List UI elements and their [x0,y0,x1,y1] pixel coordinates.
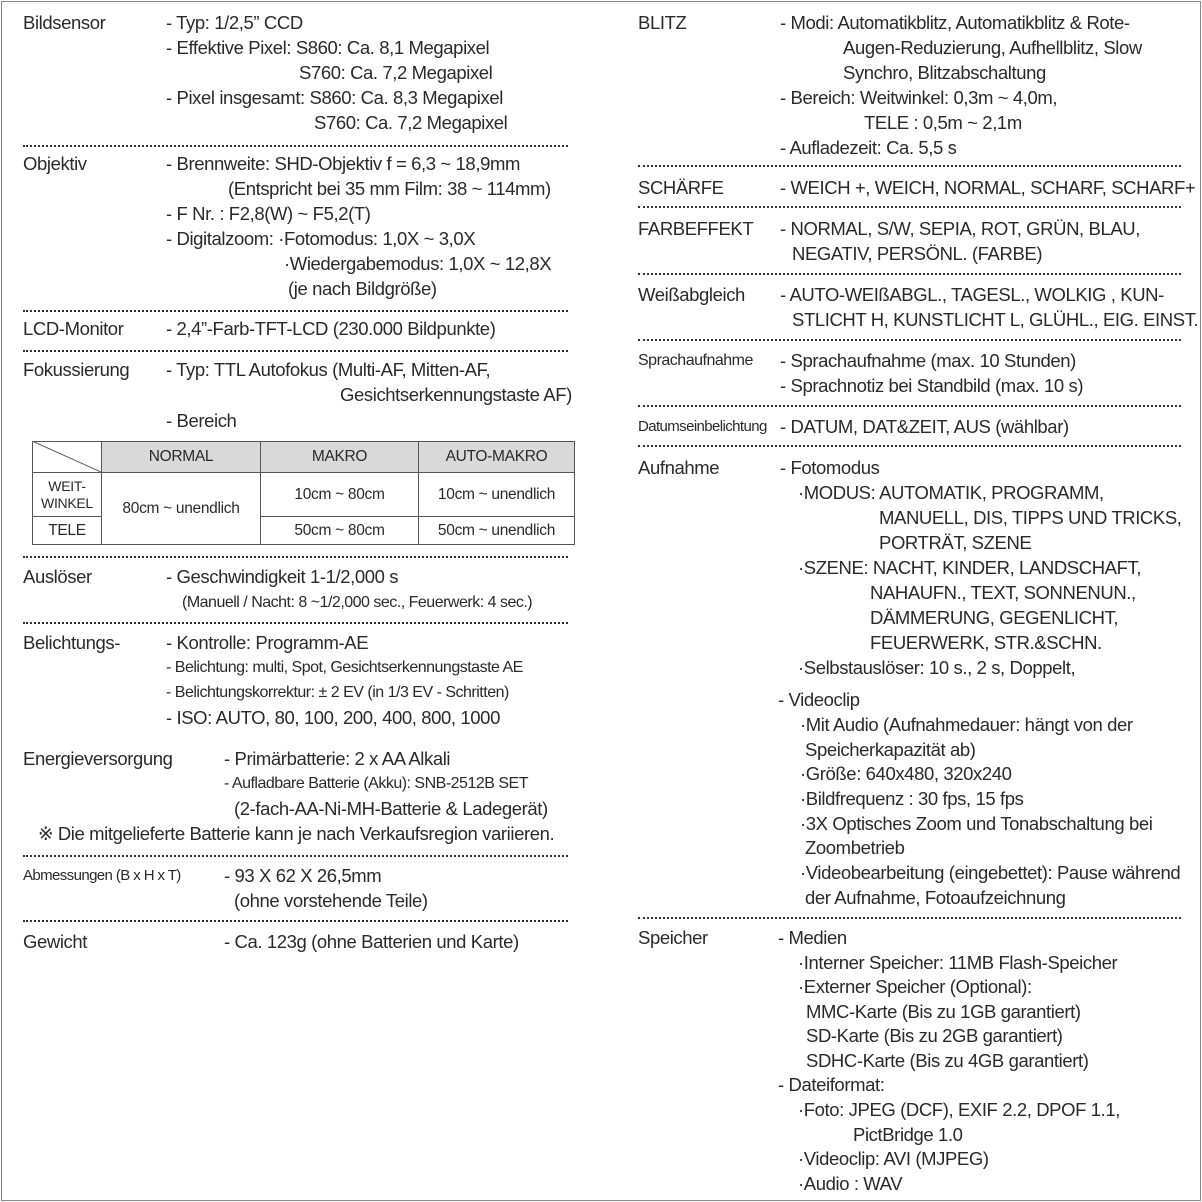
spec-line: SD-Karte (Bis zu 2GB garantiert) [806,1025,1063,1046]
spec-line: MMC-Karte (Bis zu 1GB garantiert) [806,1001,1081,1022]
spec-line: STLICHT H, KUNSTLICHT L, GLÜHL., EIG. EINST. [792,309,1199,330]
section-label-abmessungen: Abmessungen (B x H x T) [23,867,181,884]
spec-line: - Sprachaufnahme (max. 10 Stunden) [780,350,1076,371]
spec-line: ·Wiedergabemodus: 1,0X ~ 12,8X [284,253,552,274]
section-label-objektiv: Objektiv [23,153,87,174]
spec-line: - Fotomodus [780,457,880,478]
spec-line: (Manuell / Nacht: 8 ~1/2,000 sec., Feuerwerk: 4 sec.) [182,594,533,611]
spec-line: - NORMAL, S/W, SEPIA, ROT, GRÜN, BLAU, [780,218,1141,239]
section-label-datumseinbelichtung: Datumseinbelichtung [638,418,767,435]
section-label-aufnahme: Aufnahme [638,457,720,478]
section-label-blitz: BLITZ [638,12,687,33]
section-label-lcd: LCD-Monitor [23,318,124,339]
spec-line: - 93 X 62 X 26,5mm [224,865,382,886]
spec-line: ·Selbstauslöser: 10 s., 2 s, Doppelt, [798,657,1076,678]
focus-range-table [32,441,575,545]
spec-line: - Belichtung: multi, Spot, Gesichtserkennungstaste AE [166,659,523,676]
spec-line: FEUERWERK, STR.&SCHN. [870,632,1102,653]
dotted-divider [638,206,1181,208]
dotted-divider [23,855,568,857]
section-label-energie: Energieversorgung [23,748,173,769]
table-header-normal: NORMAL [102,442,261,473]
spec-line: - Aufladezeit: Ca. 5,5 s [780,137,957,158]
spec-line: ·Bildfrequenz : 30 fps, 15 fps [800,788,1024,809]
spec-line: - Kontrolle: Programm-AE [166,632,369,653]
battery-note: ※ Die mitgelieferte Batterie kann je nach Verkaufsregion variieren. [38,823,555,844]
table-cell: 10cm ~ unendlich [419,473,575,517]
section-label-bildsensor: Bildsensor [23,12,106,33]
spec-line: MANUELL, DIS, TIPPS UND TRICKS, [879,507,1182,528]
spec-line: - Brennweite: SHD-Objektiv f = 6,3 ~ 18,9mm [166,153,520,174]
spec-line: ·Interner Speicher: 11MB Flash-Speicher [798,952,1118,973]
spec-line: ·Videoclip: AVI (MJPEG) [798,1148,989,1169]
dotted-divider [638,405,1181,407]
spec-line: PORTRÄT, SZENE [879,532,1032,553]
spec-line: - Bereich [166,410,237,431]
table-cell: 80cm ~ unendlich [102,473,261,545]
spec-line: ·Foto: JPEG (DCF), EXIF 2.2, DPOF 1.1, [798,1099,1120,1120]
section-label-sprachaufnahme: Sprachaufnahme [638,352,753,369]
spec-line: Augen-Reduzierung, Aufhellblitz, Slow [843,37,1142,58]
spec-line: NAHAUFN., TEXT, SONNENUN., [870,582,1136,603]
spec-line: - Aufladbare Batterie (Akku): SNB-2512B SET [224,775,528,792]
spec-line: TELE : 0,5m ~ 2,1m [864,112,1022,133]
spec-line: ·SZENE: NACHT, KINDER, LANDSCHAFT, [798,557,1142,578]
spec-line: DÄMMERUNG, GEGENLICHT, [870,607,1119,628]
spec-line: - Pixel insgesamt: S860: Ca. 8,3 Megapixel [166,87,503,108]
table-cell: 10cm ~ 80cm [261,473,419,517]
dotted-divider [638,339,1181,341]
dotted-divider [23,920,568,922]
section-label-farbeffekt: FARBEFFEKT [638,218,754,239]
spec-line: ·Größe: 640x480, 320x240 [800,763,1012,784]
spec-line: - DATUM, DAT&ZEIT, AUS (wählbar) [780,416,1069,437]
table-row-label-tele: TELE [33,517,102,545]
spec-line: - ISO: AUTO, 80, 100, 200, 400, 800, 1000 [166,707,500,728]
spec-line: - Digitalzoom: ·Fotomodus: 1,0X ~ 3,0X [166,228,476,249]
spec-line: ·Externer Speicher (Optional): [798,976,1032,997]
spec-line: Speicherkapazität ab) [805,739,976,760]
table-header-makro: MAKRO [261,442,419,473]
spec-line: SDHC-Karte (Bis zu 4GB garantiert) [806,1050,1089,1071]
spec-line: - Sprachnotiz bei Standbild (max. 10 s) [780,375,1084,396]
dotted-divider [638,445,1181,447]
spec-line: - Modi: Automatikblitz, Automatikblitz & Rote- [780,12,1130,33]
spec-line: (ohne vorstehende Teile) [234,890,428,911]
spec-line: PictBridge 1.0 [853,1124,963,1145]
table-row-label-weitwinkel [33,473,102,517]
spec-line: (2-fach-AA-Ni-MH-Batterie & Ladegerät) [234,798,548,819]
section-label-gewicht: Gewicht [23,931,88,952]
spec-line: - F Nr. : F2,8(W) ~ F5,2(T) [166,203,371,224]
spec-line: - Videoclip [778,689,860,710]
spec-line: NEGATIV, PERSÖNL. (FARBE) [792,243,1043,264]
spec-line: (Entspricht bei 35 mm Film: 38 ~ 114mm) [228,178,551,199]
row-label-line: WEIT- [48,477,86,494]
spec-line: S760: Ca. 7,2 Megapixel [299,62,493,83]
section-label-fokussierung: Fokussierung [23,359,130,380]
section-label-schaerfe: SCHÄRFE [638,177,724,198]
spec-line: ·Mit Audio (Aufnahmedauer: hängt von der [800,714,1133,735]
spec-line: - AUTO-WEIßABGL., TAGESL., WOLKIG , KUN- [780,284,1164,305]
spec-line: Synchro, Blitzabschaltung [843,62,1046,83]
spec-line: - Effektive Pixel: S860: Ca. 8,1 Megapixel [166,37,490,58]
dotted-divider [23,556,568,558]
spec-line: - WEICH +, WEICH, NORMAL, SCHARF, SCHARF+ [780,177,1196,198]
spec-line: - Bereich: Weitwinkel: 0,3m ~ 4,0m, [780,87,1058,108]
spec-line: - Dateiformat: [778,1074,885,1095]
spec-line: Zoombetrieb [805,837,905,858]
spec-line: S760: Ca. 7,2 Megapixel [314,112,508,133]
table-cell: 50cm ~ unendlich [419,517,575,545]
spec-line: ·Videobearbeitung (eingebettet): Pause während [800,862,1181,883]
dotted-divider [23,350,568,352]
spec-line: Gesichtserkennungstaste AF) [340,384,572,405]
dotted-divider [23,310,568,312]
dotted-divider [23,145,568,147]
table-cell: 50cm ~ 80cm [261,517,419,545]
spec-line: - Typ: 1/2,5” CCD [166,12,303,33]
spec-line: - Primärbatterie: 2 x AA Alkali [224,748,451,769]
dotted-divider [638,917,1181,919]
table-diagonal-line [32,441,101,472]
spec-line: - Geschwindigkeit 1-1/2,000 s [166,566,399,587]
spec-line: ·3X Optisches Zoom und Tonabschaltung bei [800,813,1153,834]
spec-line: der Aufnahme, Fotoaufzeichnung [805,887,1066,908]
section-label-ausloeser: Auslöser [23,566,92,587]
section-label-weissabgleich: Weißabgleich [638,284,745,305]
section-label-speicher: Speicher [638,927,708,948]
spec-line: - 2,4”-Farb-TFT-LCD (230.000 Bildpunkte) [166,318,496,339]
row-label-line: WINKEL [41,494,93,511]
table-header-auto-makro: AUTO-MAKRO [419,442,575,473]
dotted-divider [638,165,1181,167]
spec-line: (je nach Bildgröße) [288,278,437,299]
spec-line: - Belichtungskorrektur: ± 2 EV (in 1/3 EV - Schritten) [166,684,509,701]
spec-line: - Medien [778,927,847,948]
section-label-belichtung: Belichtungs- [23,632,121,653]
dotted-divider [23,622,568,624]
dotted-divider [638,273,1181,275]
spec-line: - Ca. 123g (ohne Batterien und Karte) [224,931,519,952]
spec-line: - Typ: TTL Autofokus (Multi-AF, Mitten-AF, [166,359,491,380]
spec-line: ·MODUS: AUTOMATIK, PROGRAMM, [798,482,1104,503]
spec-line: ·Audio : WAV [798,1173,903,1194]
